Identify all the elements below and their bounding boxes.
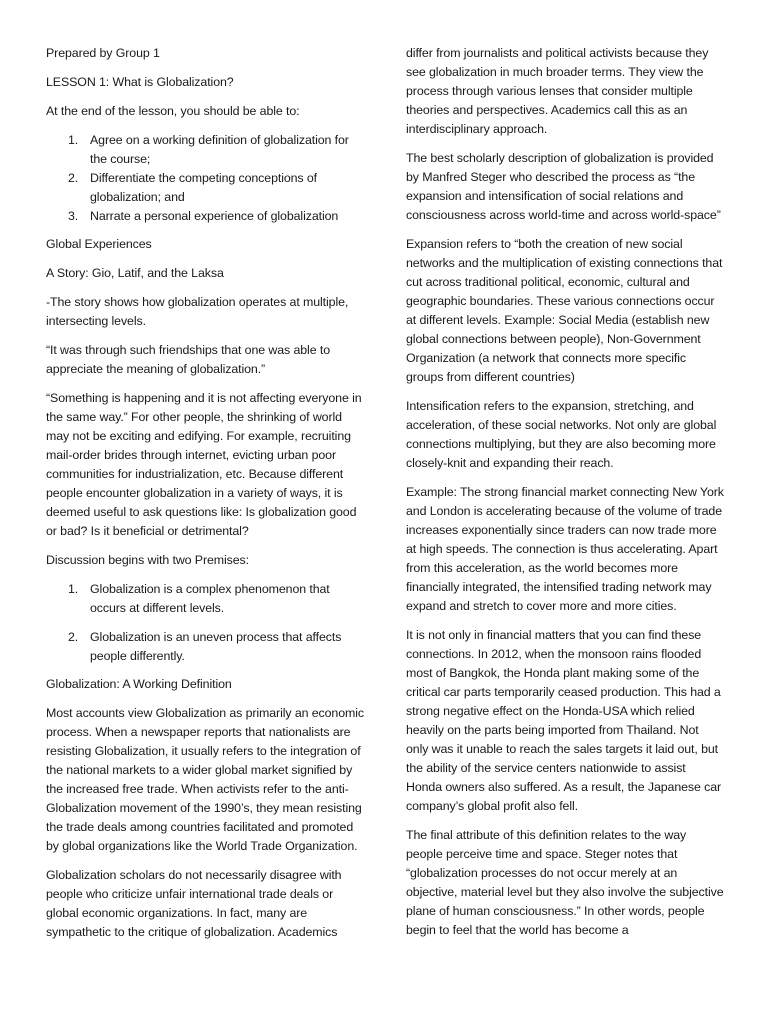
paragraph: The best scholarly description of globalization is provided by Manfred Steger who described the process as “the expansion and intensification of social relations and consciousness across world-time and across world-space” [406,151,721,222]
objectives-list [46,131,366,226]
paragraph: Most accounts view Globalization as primarily an economic process. When a newspaper reports that nationalists are resisting Globalization, it usually refers to the integration of the national markets to a wider global market signified by the increased free trade. When activists refer to the anti-Globalization movement of the 1990’s, they mean resisting the trade deals among countries facilitated and promoted by global organizations like the World Trade Organization. [46,706,364,853]
list-item: 3. Narrate a personal experience of globalization [68,209,339,223]
left-column [46,44,366,952]
paragraph: Intensification refers to the expansion, stretching, and acceleration, of these social networks. Not only are global connections multiplying, but they are also becoming more closely-knit and expanding their reach. [406,399,717,470]
story-title: A Story: Gio, Latif, and the Laksa [46,266,224,280]
paragraph: The final attribute of this definition relates to the way people perceive time and space. Steger notes that “globalization processes do not occur merely at an objective, material level but they also involve the subjective plane of human consciousness.” In other words, people begin to feel that the world has become a [406,828,724,937]
paragraph: -The story shows how globalization operates at multiple, intersecting levels. [46,295,349,328]
right-column [406,44,724,950]
premises-list [46,580,366,666]
paragraph: differ from journalists and political activists because they see globalization in much broader terms. They view the process through various lenses that consider multiple theories and perspectives. Academics call this as an interdisciplinary approach. [406,46,709,136]
author-line: Prepared by Group 1 [46,46,160,60]
objectives-intro: At the end of the lesson, you should be able to: [46,104,300,118]
section-heading-working-definition: Globalization: A Working Definition [46,677,232,691]
list-item: 1. Globalization is a complex phenomenon that occurs at different levels. [68,582,330,615]
quote-paragraph: “It was through such friendships that one was able to appreciate the meaning of globalization.” [46,343,330,376]
paragraph: Example: The strong financial market connecting New York and London is accelerating because of the volume of trade increases exponentially since traders can now trade more at high speeds. The connection is thus accelerating. Apart from this acceleration, as the world becomes more financially integrated, the intensified trading network may expand and stretch to cover more and more cities. [406,485,724,613]
paragraph: Globalization scholars do not necessarily disagree with people who criticize unfair international trade deals or global economic organizations. In fact, many are sympathetic to the critique of globalization. Academics [46,868,342,939]
paragraph: Expansion refers to “both the creation of new social networks and the multiplication of existing connections that cut across traditional political, economic, cultural and geographic boundaries. These various connections occur at different levels. Example: Social Media (establish new global connections between people), Non-Government Organization (a network that connects more specific groups from different countries) [406,237,723,384]
paragraph: “Something is happening and it is not affecting everyone in the same way.” For other people, the shrinking of world may not be exciting and edifying. For example, recruiting mail-order brides through internet, evicting urban poor communities for industrialization, etc. Because different people encounter globalization in a variety of ways, it is deemed useful to ask questions like: Is globalization good or bad? Is it beneficial or detrimental? [46,391,362,538]
list-item: 1. Agree on a working definition of globalization for the course; [68,133,349,166]
list-item: 2. Differentiate the competing conceptions of globalization; and [68,171,318,204]
section-heading-global-experiences: Global Experiences [46,237,152,251]
paragraph: It is not only in financial matters that you can find these connections. In 2012, when the monsoon rains flooded most of Bangkok, the Honda plant making some of the critical car parts temporarily ceased production. This had a strong negative effect on the Honda-USA which relied heavily on the parts being imported from Thailand. Not only was it unable to reach the sales targets it laid out, but the ability of the service centers nationwide to assist Honda owners also suffered. As a result, the Japanese car company’s global profit also fell. [406,628,722,813]
lesson-title: LESSON 1: What is Globalization? [46,75,234,89]
premises-intro: Discussion begins with two Premises: [46,553,249,567]
list-item: 2. Globalization is an uneven process that affects people differently. [68,630,342,663]
